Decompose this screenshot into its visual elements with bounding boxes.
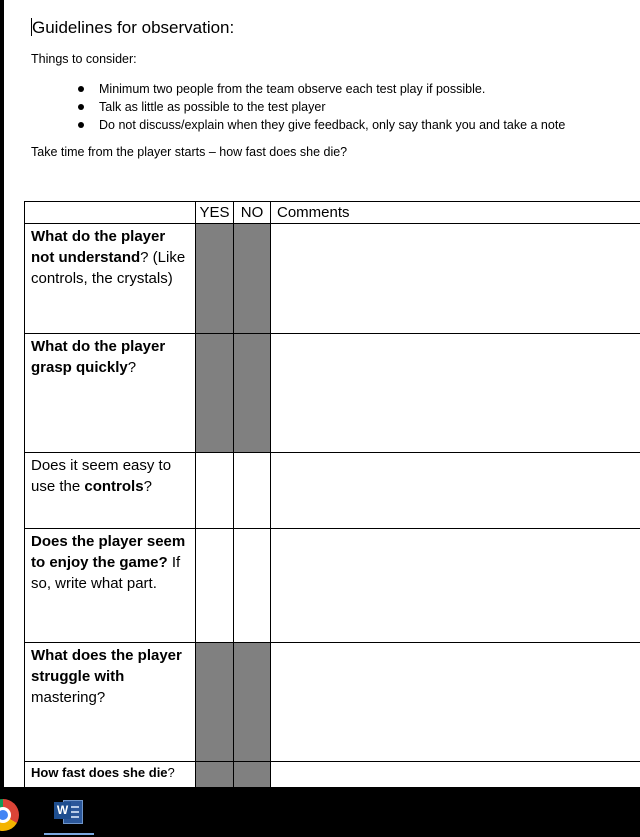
header-question — [25, 202, 196, 224]
no-cell[interactable] — [234, 224, 271, 334]
table-row — [25, 224, 640, 334]
table-row — [25, 762, 640, 788]
yes-cell[interactable] — [196, 762, 234, 788]
yes-cell[interactable] — [196, 453, 234, 529]
word-letter: W — [54, 802, 71, 819]
no-cell[interactable] — [234, 529, 271, 643]
comments-cell[interactable] — [271, 762, 640, 788]
header-no: NO — [234, 202, 271, 224]
question-cell[interactable]: What do the player grasp quickly? — [25, 334, 196, 453]
question-cell[interactable]: Does it seem easy to use the controls? — [25, 453, 196, 529]
no-cell[interactable] — [234, 643, 271, 762]
comments-cell[interactable] — [271, 643, 640, 762]
no-cell[interactable] — [234, 334, 271, 453]
comments-cell[interactable] — [271, 453, 640, 529]
table-header-row — [25, 202, 640, 224]
document-page[interactable] — [4, 0, 640, 787]
active-indicator — [44, 833, 94, 835]
word-icon — [54, 798, 82, 824]
taskbar — [0, 787, 640, 837]
no-cell[interactable] — [234, 762, 271, 788]
guideline-list — [76, 80, 565, 134]
yes-cell[interactable] — [196, 643, 234, 762]
comments-cell[interactable] — [271, 529, 640, 643]
table-row — [25, 529, 640, 643]
table-row — [25, 643, 640, 762]
no-cell[interactable] — [234, 453, 271, 529]
observation-table — [24, 201, 640, 787]
header-yes: YES — [196, 202, 234, 224]
bullet-icon — [78, 86, 84, 92]
yes-cell[interactable] — [196, 529, 234, 643]
comments-cell[interactable] — [271, 334, 640, 453]
list-item: Do not discuss/explain when they give feedback, only say thank you and take a note — [76, 116, 565, 134]
table-row — [25, 453, 640, 529]
yes-cell[interactable] — [196, 334, 234, 453]
question-cell[interactable]: How fast does she die? — [25, 762, 196, 788]
header-comments: Comments — [271, 202, 640, 224]
take-time-note: Take time from the player starts – how fast does she die? — [31, 145, 348, 159]
yes-cell[interactable] — [196, 224, 234, 334]
bullet-icon — [78, 122, 84, 128]
table-row — [25, 334, 640, 453]
word-taskbar-button[interactable] — [44, 789, 94, 835]
comments-cell[interactable] — [271, 224, 640, 334]
question-cell[interactable]: What does the player struggle with mastering? — [25, 643, 196, 762]
document-title: Guidelines for observation: — [32, 18, 235, 37]
list-item: Minimum two people from the team observe each test play if possible. — [76, 80, 565, 98]
question-cell[interactable]: What do the player not understand? (Like controls, the crystals) — [25, 224, 196, 334]
list-item: Talk as little as possible to the test player — [76, 98, 565, 116]
question-cell[interactable]: Does the player seem to enjoy the game? If so, write what part. — [25, 529, 196, 643]
bullet-icon — [78, 104, 84, 110]
things-to-consider-label: Things to consider: — [31, 52, 137, 66]
